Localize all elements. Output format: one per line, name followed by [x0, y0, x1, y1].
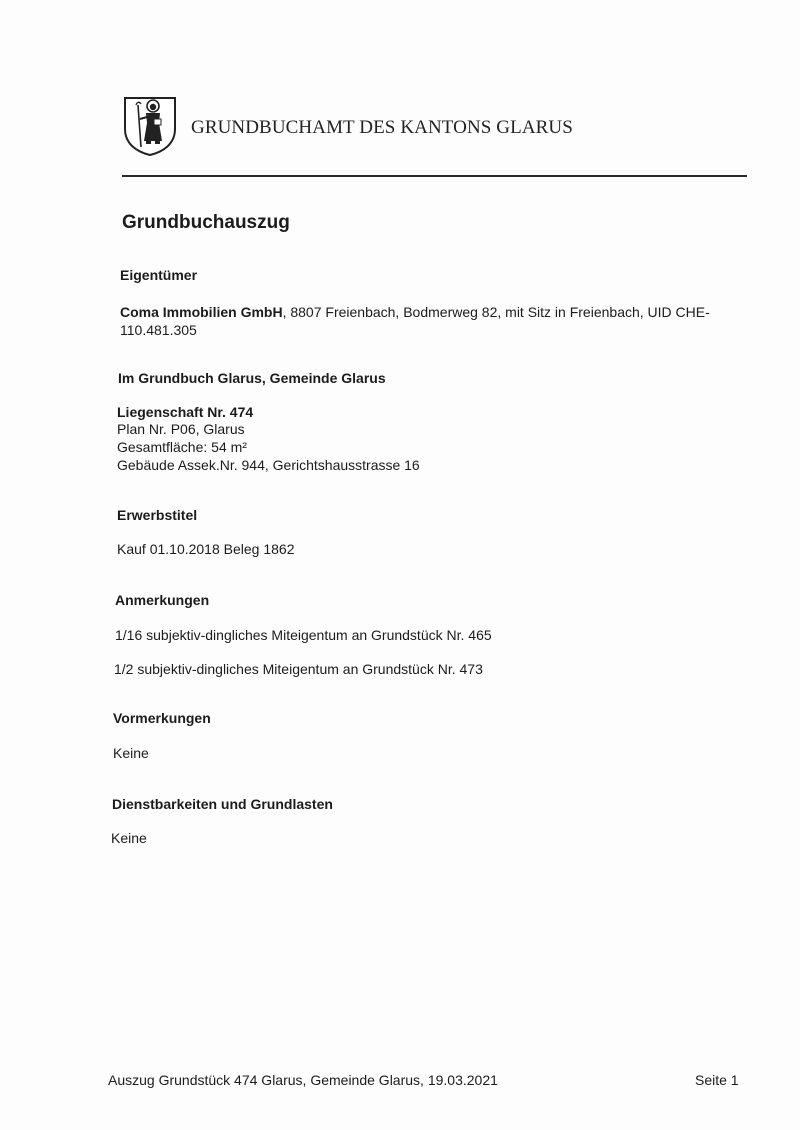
header-divider: [122, 175, 747, 177]
acquisition-heading: Erwerbstitel: [117, 507, 198, 523]
glarus-coat-of-arms-icon: [122, 95, 178, 157]
owner-heading: Eigentümer: [120, 267, 198, 283]
parcel-title: Liegenschaft Nr. 474: [117, 404, 254, 420]
parcel-plan: Plan Nr. P06, Glarus: [117, 421, 245, 437]
acquisition-entry: Kauf 01.10.2018 Beleg 1862: [117, 541, 295, 557]
registry-heading: Im Grundbuch Glarus, Gemeinde Glarus: [118, 370, 386, 386]
easements-heading: Dienstbarkeiten und Grundlasten: [112, 796, 333, 812]
easements-entry: Keine: [111, 830, 147, 846]
annotations-heading: Anmerkungen: [115, 592, 210, 608]
owner-address: , 8807 Freienbach, Bodmerweg 82, mit Sitz in Freienbach, UID CHE-: [282, 304, 710, 320]
parcel-area: Gesamtfläche: 54 m²: [117, 439, 247, 455]
page-number: Seite 1: [695, 1072, 739, 1088]
document-title: Grundbuchauszug: [122, 212, 290, 233]
owner-line-1: [120, 303, 710, 321]
owner-uid: 110.481.305: [120, 322, 197, 338]
annotation-item: 1/2 subjektiv-dingliches Miteigentum an Grundstück Nr. 473: [114, 661, 483, 677]
footer-reference: Auszug Grundstück 474 Glarus, Gemeinde Glarus, 19.03.2021: [108, 1072, 498, 1088]
office-name: GRUNDBUCHAMT DES KANTONS GLARUS: [191, 117, 573, 138]
owner-name: Coma Immobilien GmbH: [120, 304, 283, 320]
parcel-building: Gebäude Assek.Nr. 944, Gerichtshausstrasse 16: [117, 457, 420, 473]
pre-notations-entry: Keine: [113, 745, 149, 761]
annotation-item: 1/16 subjektiv-dingliches Miteigentum an Grundstück Nr. 465: [115, 627, 492, 643]
letterhead: [122, 95, 752, 160]
pre-notations-heading: Vormerkungen: [113, 710, 211, 726]
